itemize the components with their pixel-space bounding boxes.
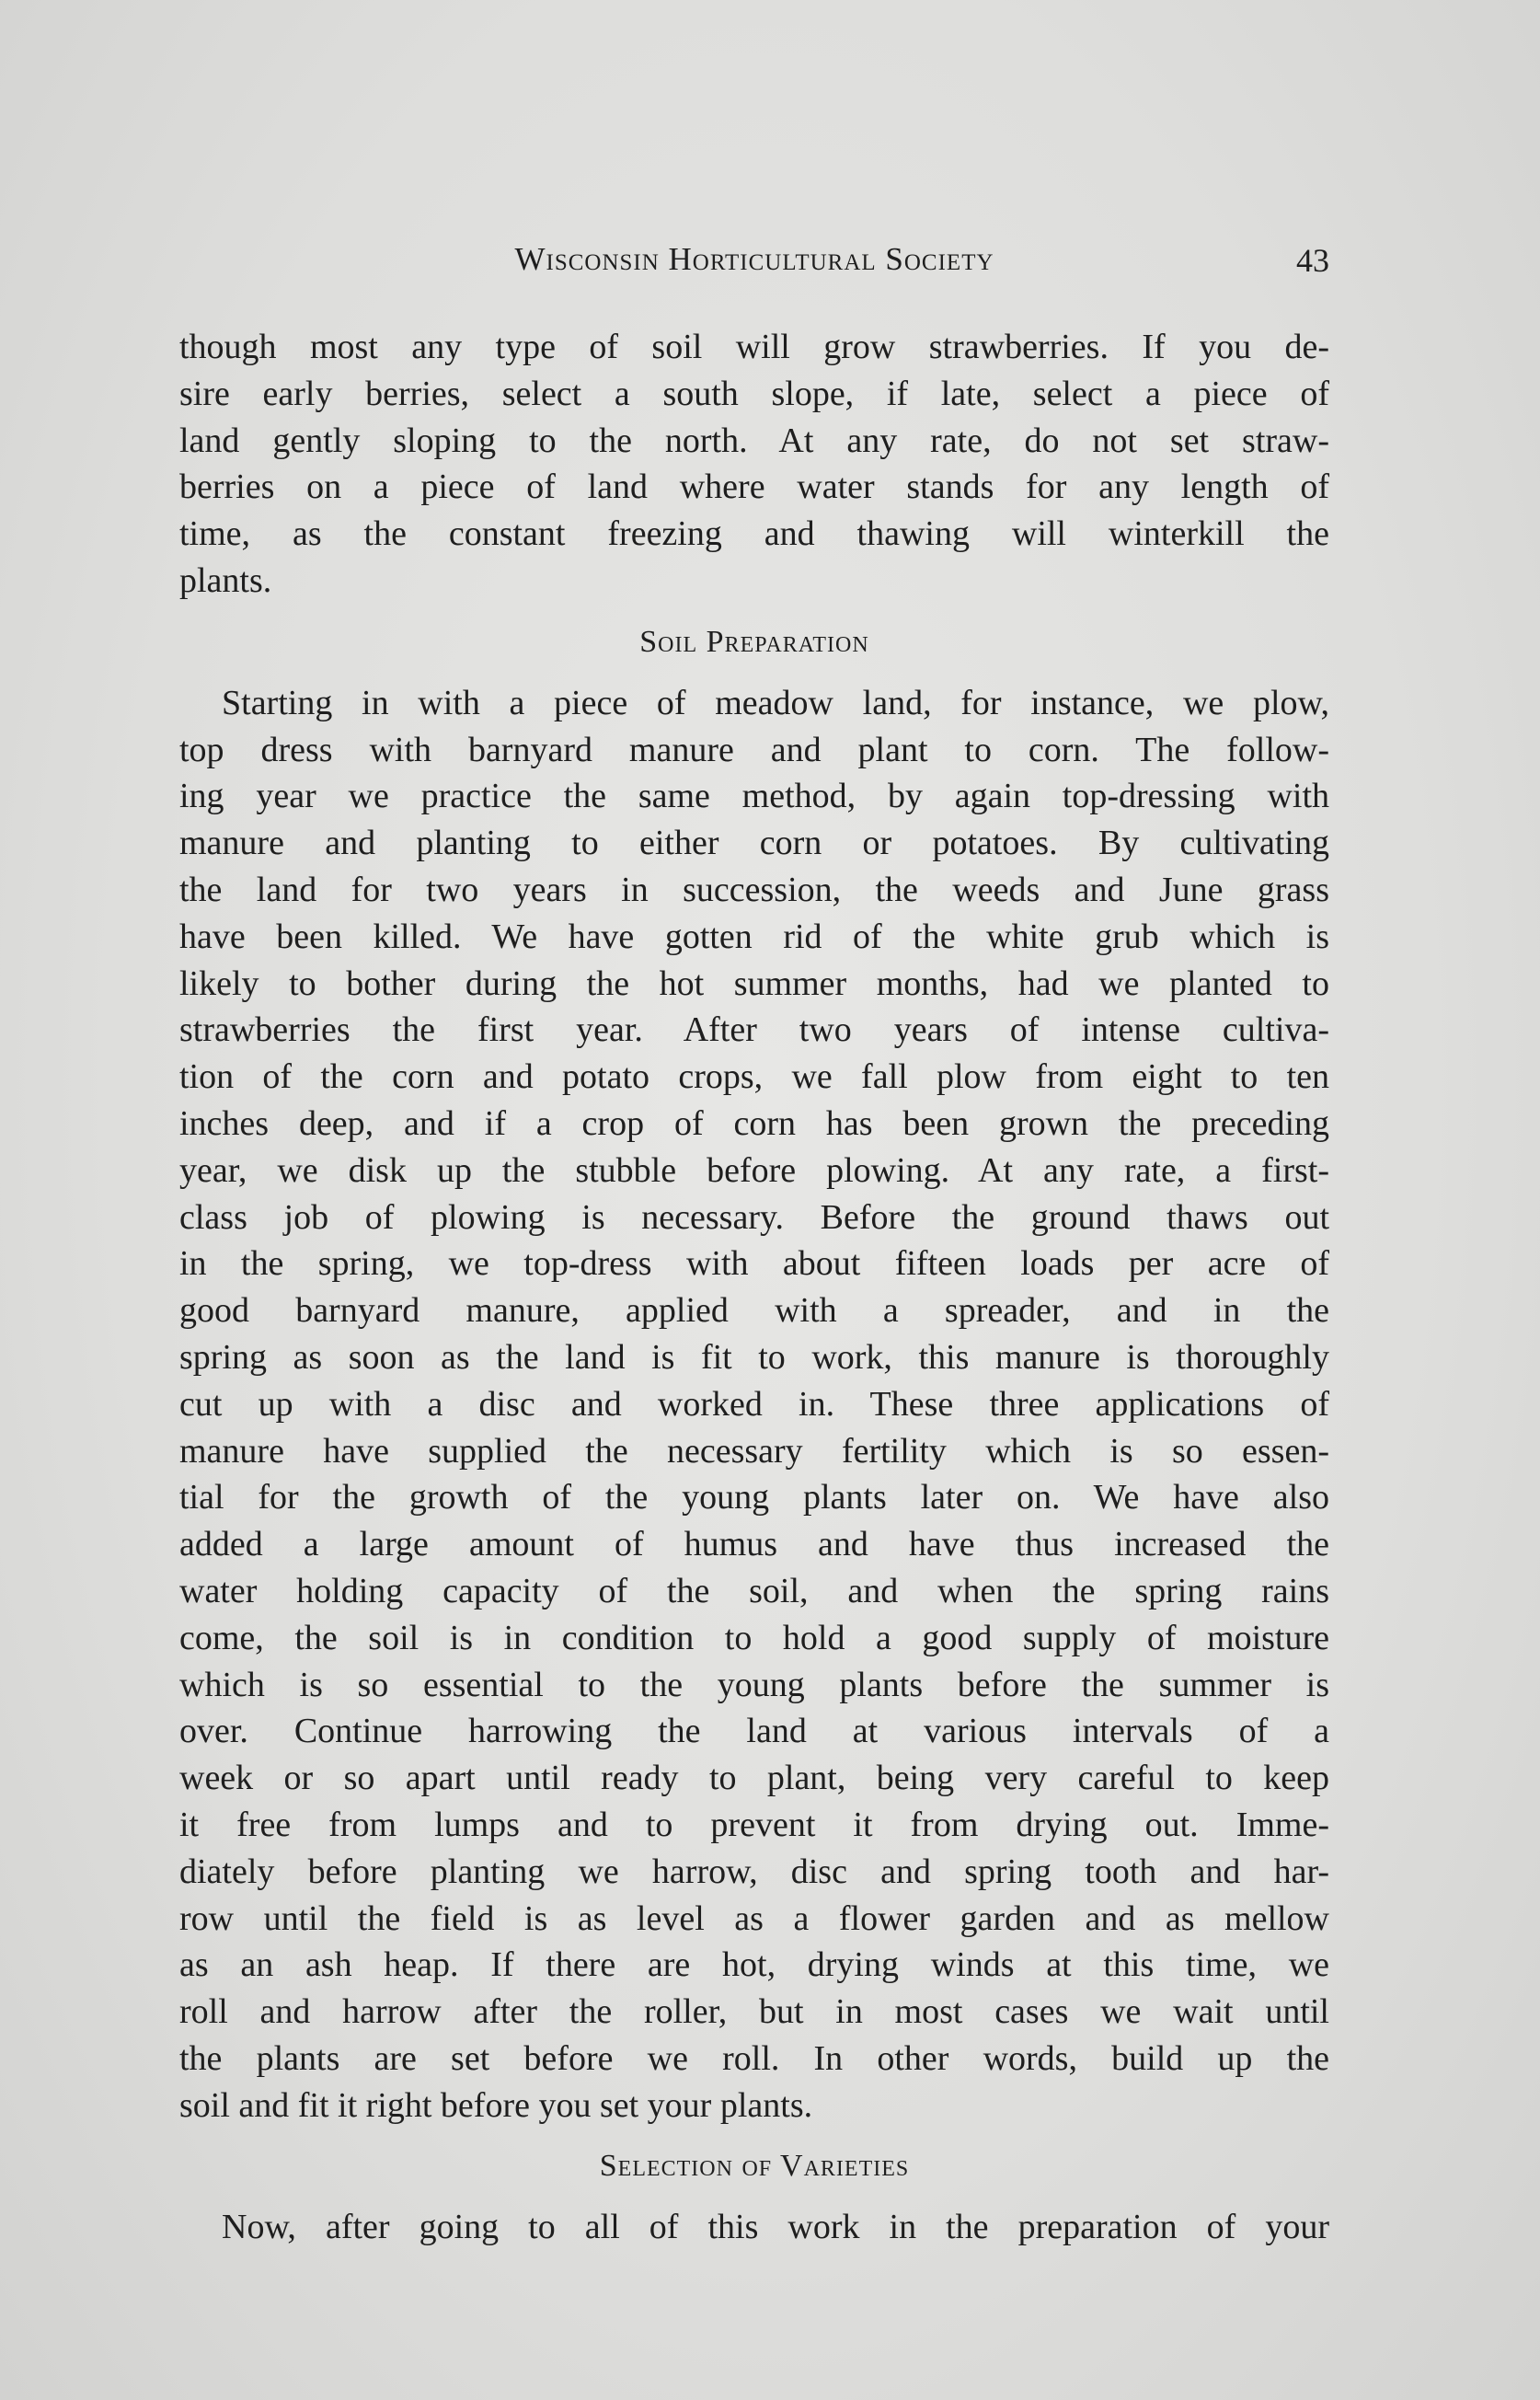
- text-line: strawberries the first year. After two years of intense cultiva-: [179, 1010, 1329, 1050]
- text-line: week or so apart until ready to plant, being very careful to keep: [179, 1759, 1329, 1798]
- text-line: likely to bother during the hot summer months, had we planted to: [179, 963, 1329, 1003]
- text-line: land gently sloping to the north. At any rate, do not set straw-: [179, 421, 1329, 460]
- text-line: water holding capacity of the soil, and when the spring rains: [179, 1571, 1329, 1610]
- text-line: Now, after going to all of this work in the preparation of your: [222, 2208, 1329, 2247]
- text-line: spring as soon as the land is fit to work, this manure is thoroughly: [179, 1337, 1329, 1377]
- text-line: berries on a piece of land where water stands for any length of: [179, 467, 1329, 507]
- text-line: tial for the growth of the young plants later on. We have also: [179, 1478, 1329, 1517]
- page-body: [179, 324, 1329, 2251]
- text-line: as an ash heap. If there are hot, drying winds at this time, we: [179, 1945, 1329, 1985]
- text-line: in the spring, we top-dress with about fifteen loads per acre of: [179, 1244, 1329, 1284]
- text-line: class job of plowing is necessary. Before the ground thaws out: [179, 1197, 1329, 1237]
- text-line: Starting in with a piece of meadow land, for instance, we plow,: [222, 683, 1329, 722]
- section-heading-soil-preparation: Soil Preparation: [639, 624, 869, 659]
- text-line: inches deep, and if a crop of corn has been grown the preceding: [179, 1103, 1329, 1143]
- running-title: Wisconsin Horticultural Society: [514, 241, 994, 277]
- text-line: manure and planting to either corn or potatoes. By cultivating: [179, 824, 1329, 863]
- text-line: year, we disk up the stubble before plowing. At any rate, a first-: [179, 1150, 1329, 1190]
- text-line: roll and harrow after the roller, but in most cases we wait until: [179, 1992, 1329, 2032]
- text-line: sire early berries, select a south slope, if late, select a piece of: [179, 374, 1329, 413]
- text-line: cut up with a disc and worked in. These three applications of: [179, 1384, 1329, 1424]
- text-line: the plants are set before we roll. In other words, build up the: [179, 2038, 1329, 2078]
- paragraph-soil-preparation: [179, 680, 1329, 2129]
- page-header: [179, 241, 1329, 296]
- text-line: have been killed. We have gotten rid of the white grub which is: [179, 917, 1329, 956]
- text-line: row until the field is as level as a flower garden and as mellow: [179, 1898, 1329, 1938]
- text-line: ing year we practice the same method, by again top-dressing with: [179, 777, 1329, 816]
- text-line: over. Continue harrowing the land at various intervals of a: [179, 1712, 1329, 1751]
- text-line: time, as the constant freezing and thawing will winterkill the: [179, 514, 1329, 554]
- paragraph-intro: [179, 324, 1329, 605]
- text-line: added a large amount of humus and have thus increased the: [179, 1525, 1329, 1564]
- text-line: the land for two years in succession, the weeds and June grass: [179, 870, 1329, 909]
- text-line: soil and fit it right before you set your plants.: [179, 2085, 813, 2125]
- text-line: manure have supplied the necessary fertility which is so essen-: [179, 1431, 1329, 1471]
- text-line: it free from lumps and to prevent it from drying out. Imme-: [179, 1805, 1329, 1844]
- page-number: 43: [1296, 242, 1329, 279]
- text-line: though most any type of soil will grow strawberries. If you de-: [179, 328, 1329, 366]
- text-line: diately before planting we harrow, disc and spring tooth and har-: [179, 1852, 1329, 1891]
- text-line: good barnyard manure, applied with a spreader, and in the: [179, 1291, 1329, 1331]
- text-line: tion of the corn and potato crops, we fall plow from eight to ten: [179, 1057, 1329, 1097]
- text-line: top dress with barnyard manure and plant to corn. The follow-: [179, 730, 1329, 769]
- section-heading-selection-of-varieties: Selection of Varieties: [599, 2149, 910, 2184]
- text-line: plants.: [179, 560, 272, 600]
- text-line: come, the soil is in condition to hold a good supply of moisture: [179, 1618, 1329, 1657]
- text-line: which is so essential to the young plants before the summer is: [179, 1665, 1329, 1704]
- paragraph-selection-of-varieties: [179, 2204, 1329, 2251]
